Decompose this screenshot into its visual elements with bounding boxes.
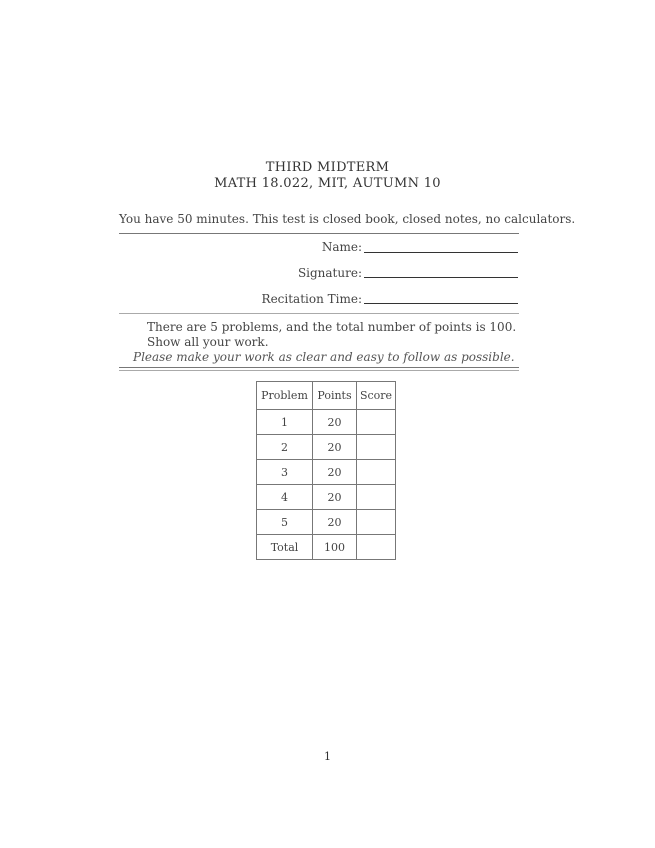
points-cell: 20 xyxy=(313,435,357,460)
problem-cell: 5 xyxy=(257,510,313,535)
signature-label: Signature: xyxy=(297,266,362,280)
exam-rules: You have 50 minutes. This test is closed book, closed notes, no calculators. xyxy=(119,212,576,226)
score-cell[interactable] xyxy=(357,435,396,460)
instructions-text: There are 5 problems, and the total number of points is 100. Show all your work. xyxy=(147,320,517,349)
instructions-emphasis: Please make your work as clear and easy to follow as possible. xyxy=(133,350,515,364)
table-row xyxy=(257,460,396,485)
header-problem: Problem xyxy=(257,382,313,410)
recitation-time-label: Recitation Time: xyxy=(261,292,362,306)
table-row xyxy=(257,485,396,510)
divider-top xyxy=(119,233,519,234)
table-row xyxy=(257,410,396,435)
signature-field[interactable] xyxy=(364,277,518,278)
score-table-header xyxy=(257,382,396,410)
score-cell[interactable] xyxy=(357,410,396,435)
table-row xyxy=(257,435,396,460)
points-cell: 20 xyxy=(313,410,357,435)
problem-cell: 4 xyxy=(257,485,313,510)
name-label: Name: xyxy=(321,240,362,254)
total-label-cell: Total xyxy=(257,535,313,560)
points-cell: 20 xyxy=(313,460,357,485)
score-cell[interactable] xyxy=(357,460,396,485)
header-points: Points xyxy=(313,382,357,410)
divider-lower-2 xyxy=(119,370,519,371)
course-title: MATH 18.022, MIT, AUTUMN 10 xyxy=(214,176,441,191)
instructions xyxy=(133,320,519,365)
recitation-time-field[interactable] xyxy=(364,303,518,304)
table-row xyxy=(257,510,396,535)
score-cell[interactable] xyxy=(357,485,396,510)
divider-upper xyxy=(119,313,519,314)
problem-cell: 1 xyxy=(257,410,313,435)
points-cell: 20 xyxy=(313,510,357,535)
name-field[interactable] xyxy=(364,252,518,253)
divider-lower-1 xyxy=(119,367,519,368)
score-table xyxy=(256,381,396,560)
exam-title: THIRD MIDTERM xyxy=(265,160,390,175)
points-cell: 20 xyxy=(313,485,357,510)
total-score-cell[interactable] xyxy=(357,535,396,560)
score-cell[interactable] xyxy=(357,510,396,535)
problem-cell: 2 xyxy=(257,435,313,460)
total-points-cell: 100 xyxy=(313,535,357,560)
table-row-total xyxy=(257,535,396,560)
page-number: 1 xyxy=(324,750,331,763)
problem-cell: 3 xyxy=(257,460,313,485)
header-score: Score xyxy=(357,382,396,410)
